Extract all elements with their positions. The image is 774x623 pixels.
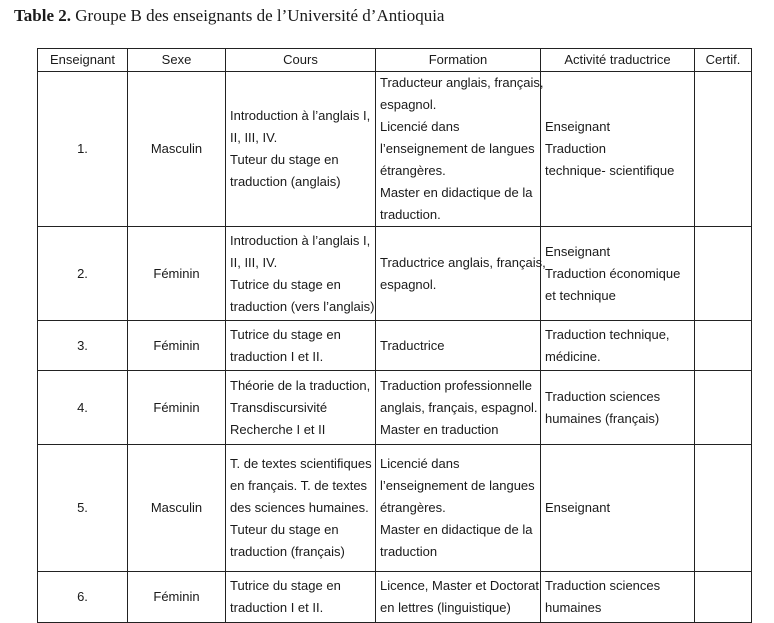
cell-activite	[541, 572, 695, 623]
cell-certif	[695, 572, 752, 623]
cell-activite-line: et technique	[545, 287, 616, 303]
table-caption-label: Table 2.	[14, 6, 72, 25]
cell-activite-line: Traduction économique	[545, 265, 681, 281]
header-enseignant: Enseignant	[38, 49, 128, 72]
cell-cours-line: en français. T. de textes	[230, 478, 368, 493]
cell-formation-line: anglais, français, espagnol.	[380, 399, 538, 415]
cell-formation-line: Master en traduction	[380, 421, 499, 437]
cell-cours	[226, 445, 376, 572]
cell-cours-line: Tuteur du stage en	[230, 152, 339, 167]
cell-formation-line: l’enseignement de langues	[380, 478, 535, 493]
cell-sexe: Féminin	[128, 572, 226, 623]
cell-activite-line: Traduction	[545, 141, 606, 156]
cell-formation-line: Licencié dans	[380, 119, 460, 134]
cell-enseignant: 6.	[38, 572, 128, 623]
cell-cours	[226, 321, 376, 371]
cell-formation	[376, 572, 541, 623]
cell-activite-line: Enseignant	[545, 500, 611, 515]
header-sexe: Sexe	[128, 49, 226, 72]
cell-sexe: Féminin	[128, 371, 226, 445]
cell-activite	[541, 371, 695, 445]
cell-cours-line: II, III, IV.	[230, 130, 278, 145]
cell-formation	[376, 72, 544, 227]
cell-cours-line: Introduction à l’anglais I,	[230, 232, 371, 248]
cell-formation-line: traduction	[380, 544, 438, 559]
cell-activite-line: Traduction technique,	[545, 326, 670, 342]
cell-cours-line: des sciences humaines.	[230, 500, 369, 515]
cell-cours-line: Tutrice du stage en	[230, 326, 341, 342]
cell-activite	[541, 445, 695, 572]
cell-formation-line: étrangères.	[380, 500, 446, 515]
table-row	[38, 572, 752, 623]
cell-activite-line: Enseignant	[545, 119, 611, 134]
cell-enseignant: 5.	[38, 445, 128, 572]
cell-cours-line: Théorie de la traduction,	[230, 377, 371, 393]
cell-activite	[541, 72, 695, 227]
cell-certif	[695, 445, 752, 572]
cell-formation-line: Licence, Master et Doctorat	[380, 578, 539, 593]
cell-formation-line: Licencié dans	[380, 456, 460, 471]
cell-formation	[376, 371, 541, 445]
cell-cours	[226, 371, 376, 445]
cell-activite-line: humaines (français)	[545, 410, 660, 426]
table-row	[38, 321, 752, 371]
cell-cours-line: traduction (vers l’anglais)	[230, 298, 375, 314]
cell-formation-line: en lettres (linguistique)	[380, 600, 511, 615]
cell-cours-line: T. de textes scientifiques	[230, 456, 372, 471]
cell-enseignant: 1.	[38, 72, 128, 227]
cell-formation-line: Master en didactique de la	[380, 185, 533, 200]
cell-certif	[695, 371, 752, 445]
cell-formation-line: Traduction professionnelle	[380, 377, 532, 393]
table-row	[38, 227, 752, 321]
cell-formation-line: Traducteur anglais, français,	[380, 75, 544, 90]
cell-formation-line: étrangères.	[380, 163, 446, 178]
cell-cours-line: II, III, IV.	[230, 254, 278, 270]
table-row	[38, 371, 752, 445]
cell-formation-line: traduction.	[380, 207, 441, 222]
cell-certif	[695, 321, 752, 371]
cell-cours-line: Transdiscursivité	[230, 399, 328, 415]
cell-sexe: Masculin	[128, 445, 226, 572]
header-cours: Cours	[226, 49, 376, 72]
cell-cours	[226, 572, 376, 623]
cell-activite-line: Traduction sciences	[545, 578, 661, 593]
cell-activite-line: Enseignant	[545, 243, 611, 259]
cell-certif	[695, 72, 752, 227]
cell-cours-line: Tutrice du stage en	[230, 578, 341, 593]
cell-cours-line: traduction (anglais)	[230, 174, 341, 189]
header-certif: Certif.	[695, 49, 752, 72]
cell-formation-line: Master en didactique de la	[380, 522, 533, 537]
cell-cours-line: Introduction à l’anglais I,	[230, 108, 371, 123]
cell-formation-line: Traductrice	[380, 337, 445, 353]
cell-formation-line: Traductrice anglais, français,	[380, 254, 546, 270]
header-formation: Formation	[376, 49, 541, 72]
cell-enseignant: 4.	[38, 371, 128, 445]
cell-cours-line: traduction (français)	[230, 544, 345, 559]
cell-sexe: Féminin	[128, 321, 226, 371]
table-header-row	[38, 49, 752, 72]
cell-cours-line: Recherche I et II	[230, 421, 326, 437]
cell-cours-line: traduction I et II.	[230, 600, 324, 615]
cell-activite-line: technique- scientifique	[545, 163, 675, 178]
cell-cours-line: Tutrice du stage en	[230, 276, 341, 292]
cell-formation-line: l’enseignement de langues	[380, 141, 535, 156]
table-caption-text: Groupe B des enseignants de l’Université d’Antioquia	[71, 6, 445, 25]
cell-activite-line: humaines	[545, 600, 602, 615]
table-caption	[14, 5, 444, 27]
cell-cours	[226, 72, 376, 227]
cell-cours	[226, 227, 376, 321]
cell-formation-line: espagnol.	[380, 276, 437, 292]
cell-cours-line: traduction I et II.	[230, 348, 324, 364]
cell-enseignant: 2.	[38, 227, 128, 321]
cell-sexe: Féminin	[128, 227, 226, 321]
cell-enseignant: 3.	[38, 321, 128, 371]
cell-activite-line: médicine.	[545, 348, 601, 364]
cell-cours-line: Tuteur du stage en	[230, 522, 339, 537]
cell-activite	[541, 227, 695, 321]
header-activite: Activité traductrice	[541, 49, 695, 72]
cell-sexe: Masculin	[128, 72, 226, 227]
cell-formation	[376, 321, 541, 371]
cell-formation	[376, 227, 546, 321]
teachers-table	[37, 48, 752, 623]
cell-formation-line: espagnol.	[380, 97, 437, 112]
cell-formation	[376, 445, 541, 572]
table-row	[38, 72, 752, 227]
cell-activite-line: Traduction sciences	[545, 388, 661, 404]
table-row	[38, 445, 752, 572]
cell-certif	[695, 227, 752, 321]
cell-activite	[541, 321, 695, 371]
